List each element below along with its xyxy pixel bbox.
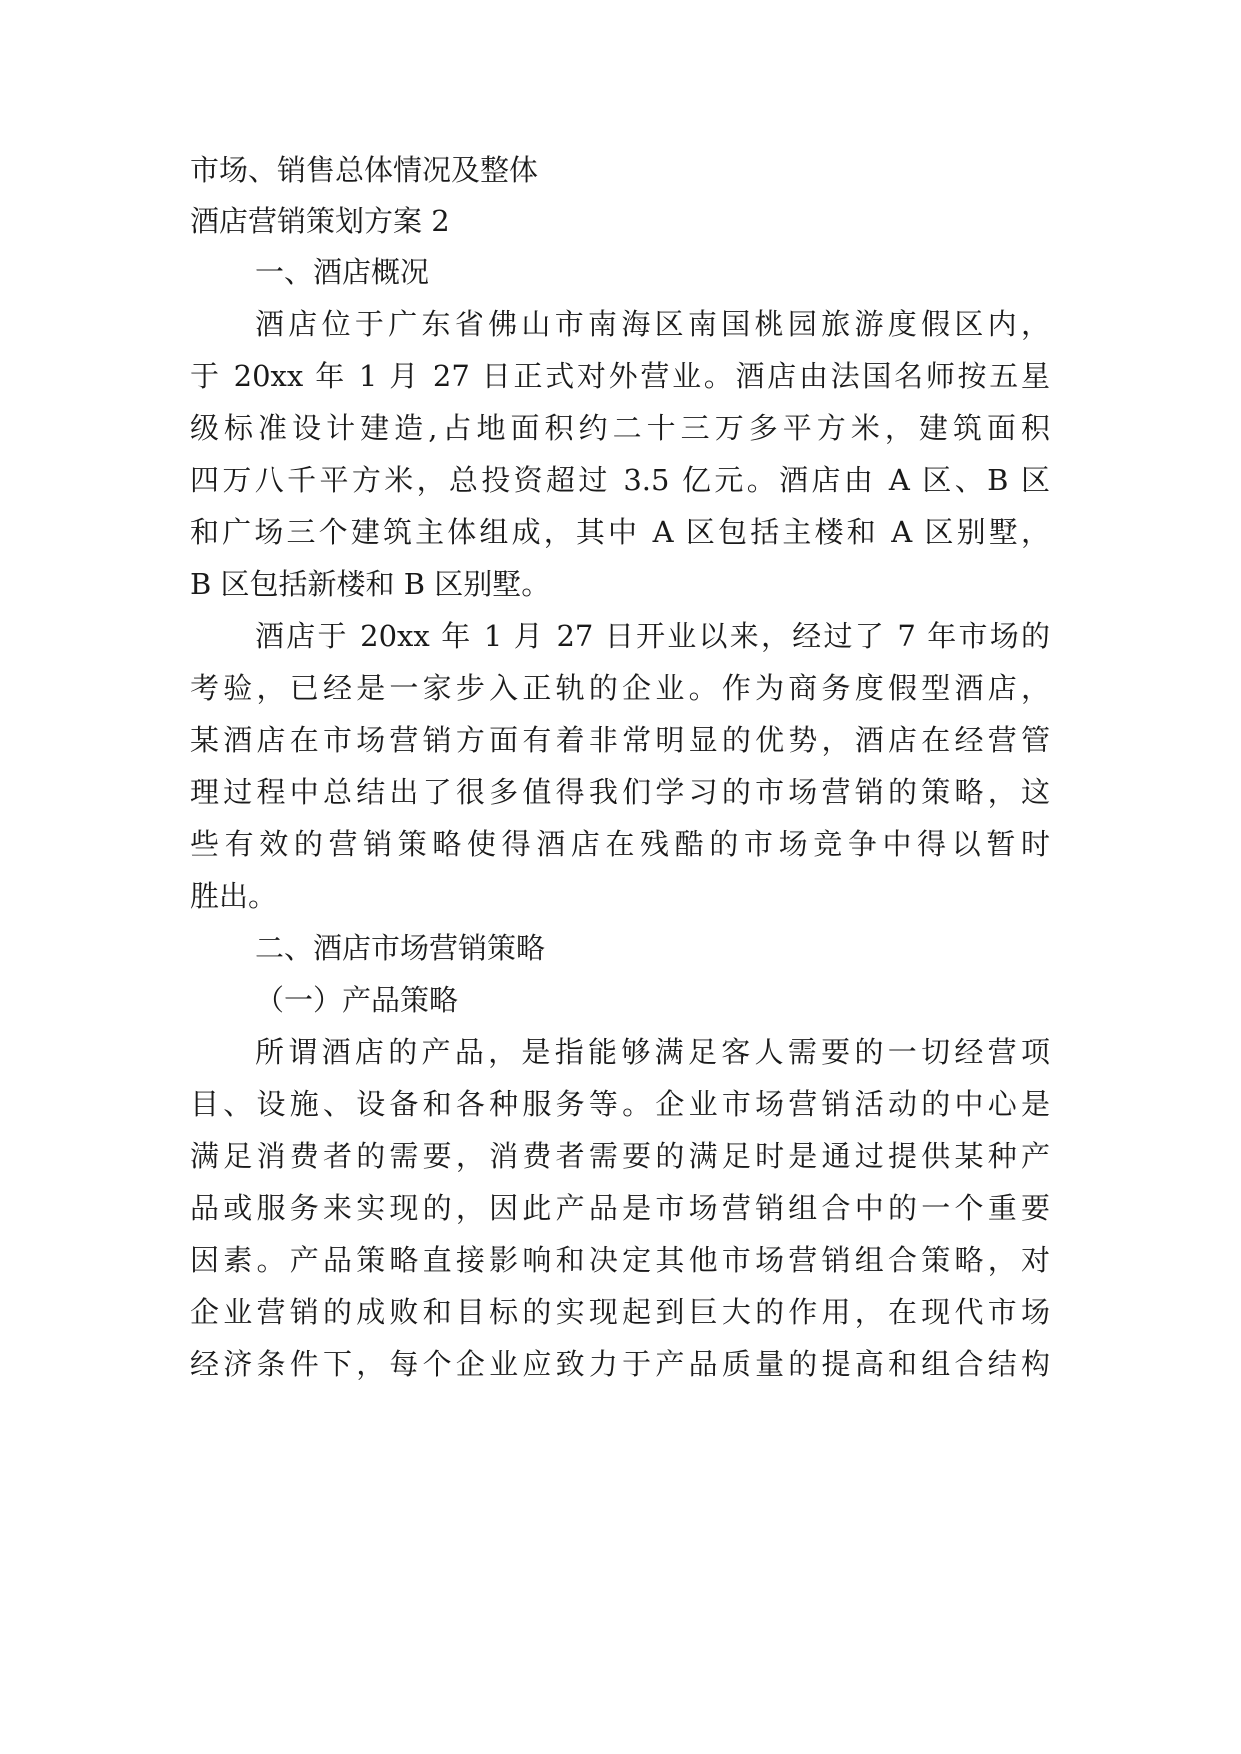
paragraph-line: 理过程中总结出了很多值得我们学习的市场营销的策略，这 xyxy=(190,775,1050,809)
paragraph-line: 目、设施、设备和各种服务等。企业市场营销活动的中心是 xyxy=(190,1087,1050,1121)
paragraph-line: 品或服务来实现的，因此产品是市场营销组合中的一个重要 xyxy=(190,1191,1050,1225)
paragraph-line: 级标准设计建造,占地面积约二十三万多平方米，建筑面积 xyxy=(190,411,1050,445)
paragraph-line: 些有效的营销策略使得酒店在残酷的市场竞争中得以暂时 xyxy=(190,827,1050,861)
paragraph-line: 胜出。 xyxy=(190,879,278,913)
section-heading-2: 二、酒店市场营销策略 xyxy=(255,931,546,965)
text-line-1: 市场、销售总体情况及整体 xyxy=(190,153,539,187)
document-title: 酒店营销策划方案 2 xyxy=(190,204,450,238)
paragraph-line: 四万八千平方米，总投资超过 3.5 亿元。酒店由 A 区、B 区 xyxy=(190,463,1050,497)
paragraph-line: B 区包括新楼和 B 区别墅。 xyxy=(190,567,551,601)
paragraph-line: 和广场三个建筑主体组成，其中 A 区包括主楼和 A 区别墅， xyxy=(190,515,1050,549)
paragraph-line: 某酒店在市场营销方面有着非常明显的优势，酒店在经营管 xyxy=(190,723,1050,757)
paragraph-line: 因素。产品策略直接影响和决定其他市场营销组合策略，对 xyxy=(190,1243,1050,1277)
section-heading-1: 一、酒店概况 xyxy=(255,255,430,289)
paragraph-line: 企业营销的成败和目标的实现起到巨大的作用，在现代市场 xyxy=(190,1295,1050,1329)
paragraph-line: 考验，已经是一家步入正轨的企业。作为商务度假型酒店， xyxy=(190,671,1050,705)
paragraph-line: 所谓酒店的产品，是指能够满足客人需要的一切经营项 xyxy=(255,1035,1050,1069)
subsection-heading: （一）产品策略 xyxy=(255,983,459,1017)
paragraph-line: 酒店于 20xx 年 1 月 27 日开业以来，经过了 7 年市场的 xyxy=(255,619,1050,653)
paragraph-line: 经济条件下，每个企业应致力于产品质量的提高和组合结构 xyxy=(190,1347,1050,1381)
paragraph-line: 满足消费者的需要，消费者需要的满足时是通过提供某种产 xyxy=(190,1139,1050,1173)
paragraph-line: 于 20xx 年 1 月 27 日正式对外营业。酒店由法国名师按五星 xyxy=(190,359,1050,393)
paragraph-line: 酒店位于广东省佛山市南海区南国桃园旅游度假区内， xyxy=(255,307,1050,341)
